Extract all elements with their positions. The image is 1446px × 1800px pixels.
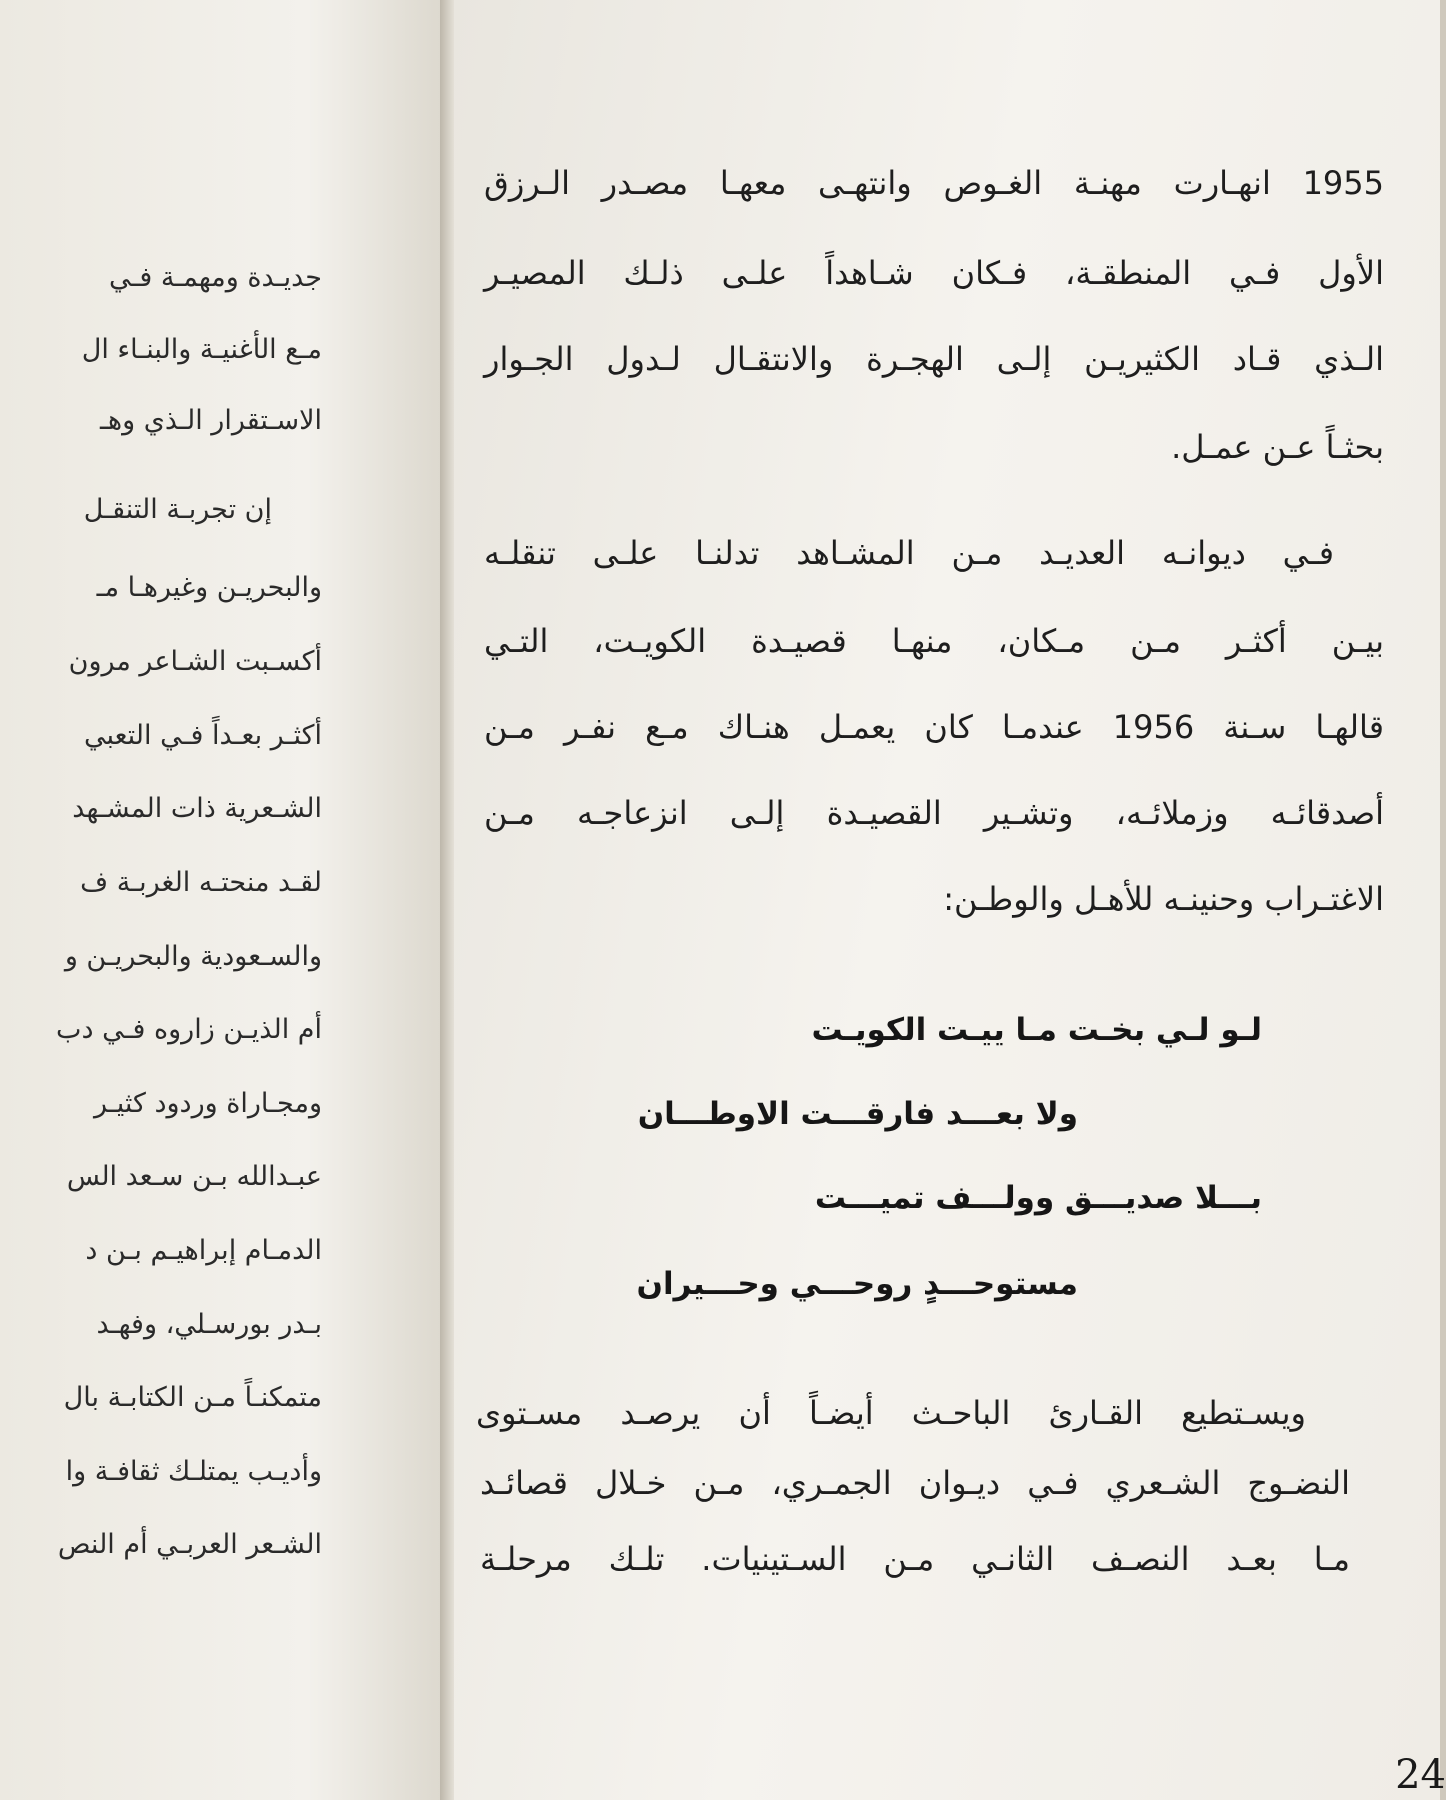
paragraph-1-line: 1955 انهـارت مهنـة الغـوص وانتهـى معهـا مصـدر الـرزق	[484, 164, 1384, 202]
book-gutter	[440, 0, 454, 1800]
poem-verse: مستوحـــدٍ روحـــي وحـــيران	[636, 1266, 1078, 1302]
left-page-line: أكسـبت الشـاعر مرون	[68, 646, 322, 677]
left-page-line: أكثـر بعـداً فـي التعبي	[83, 720, 322, 751]
paragraph-2-line: الاغتـراب وحنينـه للأهـل والوطـن:	[943, 880, 1384, 918]
left-page-line: لقـد منحتـه الغربـة ف	[80, 867, 322, 898]
paragraph-2-line: فـي ديوانـه العديـد مـن المشـاهد تدلنـا علـى تنقلـه	[484, 534, 1334, 572]
left-page-line: أم الذيـن زاروه فـي دب	[56, 1014, 322, 1045]
paragraph-2-line: قالهـا سـنة 1956 عندمـا كان يعمـل هنـاك مـع نفـر مـن	[484, 708, 1384, 746]
page-number: 24	[1395, 1752, 1446, 1798]
left-page-line: والبحريـن وغيرهـا مـ	[96, 572, 322, 603]
paragraph-2-line: أصدقائـه وزملائـه، وتشـير القصيـدة إلـى انزعاجـه مـن	[484, 794, 1384, 832]
paragraph-3-line: مـا بعـد النصـف الثانـي مـن السـتينيات. تلـك مرحلـة	[480, 1540, 1350, 1578]
poem-verse: بـــلا صديـــق وولـــف تميـــت	[814, 1180, 1262, 1216]
poem-verse: ولا بعـــد فارقـــت الاوطـــان	[637, 1096, 1078, 1132]
left-page-line: إن تجربـة التنقـل	[83, 494, 272, 525]
left-page-line: الشـعرية ذات المشـهد	[72, 793, 322, 824]
left-page-line: جديـدة ومهمـة فـي	[108, 262, 322, 293]
left-page-line: الشـعر العربـي أم النص	[57, 1529, 322, 1560]
left-page-line: وأديـب يمتلـك ثقافـة وا	[65, 1456, 322, 1487]
left-page-line: عبـدالله بـن سـعد الس	[66, 1161, 322, 1192]
paragraph-1-line: بحثـاً عـن عمـل.	[1171, 428, 1384, 466]
paragraph-2-line: بيـن أكثـر مـن مـكان، منهـا قصيـدة الكويـت، التـي	[484, 622, 1384, 660]
poem-verse: لـو لـي بخـت مـا ييـت الكويـت	[811, 1012, 1262, 1048]
left-page-line: الدمـام إبراهيـم بـن د	[85, 1235, 322, 1266]
right-page	[454, 0, 1446, 1800]
left-page-line: والسـعودية والبحريـن و	[64, 941, 322, 972]
left-page-line: بـدر بورسـلي، وفهـد	[96, 1309, 322, 1340]
left-page-line: ومجـاراة وردود كثيـر	[93, 1088, 322, 1119]
paragraph-3-line: النضـوج الشـعري فـي ديـوان الجمـري، مـن خـلال قصائـد	[480, 1464, 1350, 1502]
paragraph-1-line: الأول فـي المنطقـة، فـكان شـاهداً علـى ذلـك المصيـر	[484, 254, 1384, 292]
left-page-line: الاسـتقرار الـذي وهـ	[100, 405, 322, 436]
left-page	[0, 0, 440, 1800]
left-page-line: متمكنـاً مـن الكتابـة بال	[63, 1382, 322, 1413]
paragraph-3-line: ويسـتطيع القـارئ الباحـث أيضـاً أن يرصـد مسـتوى	[476, 1394, 1306, 1432]
paragraph-1-line: الـذي قـاد الكثيريـن إلـى الهجـرة والانتقـال لـدول الجـوار	[484, 340, 1384, 378]
left-page-line: مـع الأغنيـة والبنـاء ال	[81, 334, 322, 365]
